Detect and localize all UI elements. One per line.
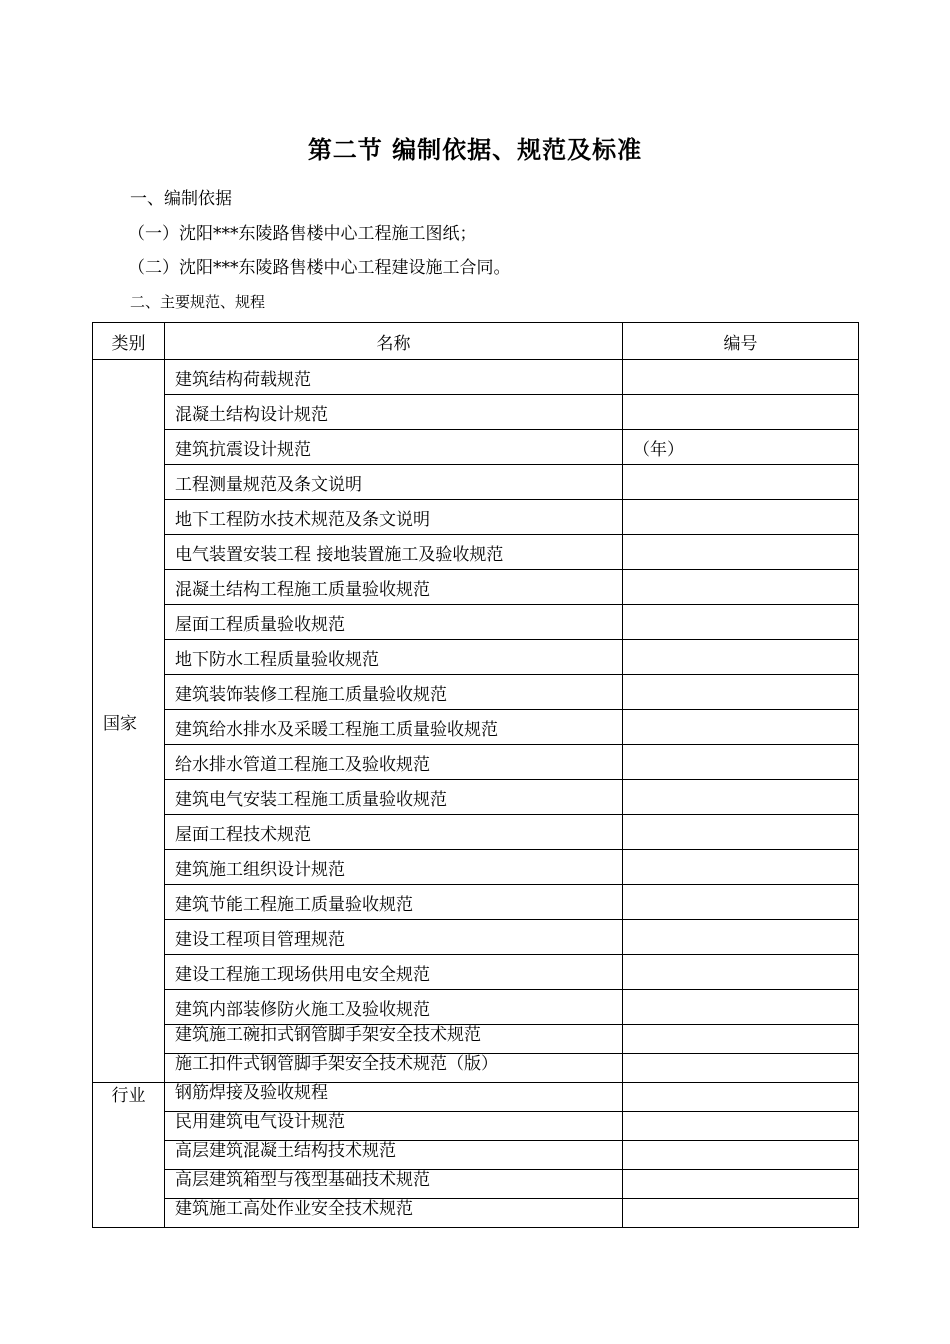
section2-heading: 二、主要规范、规程	[130, 293, 266, 311]
table-row	[93, 1112, 859, 1141]
table-row	[93, 1054, 859, 1083]
standard-code-cell	[623, 1112, 859, 1141]
standard-code-cell	[623, 990, 859, 1025]
table-row	[93, 990, 859, 1025]
category-cell: 国家	[93, 360, 165, 1083]
standard-code-cell	[623, 1083, 859, 1112]
standard-name-cell: 建设工程施工现场供用电安全规范	[165, 955, 623, 990]
table-row	[93, 745, 859, 780]
header-name: 名称	[165, 323, 623, 360]
standard-code-cell	[623, 1141, 859, 1170]
standard-code-cell	[623, 885, 859, 920]
table-row	[93, 885, 859, 920]
standard-name-cell: 建筑电气安装工程施工质量验收规范	[165, 780, 623, 815]
table-row	[93, 780, 859, 815]
table-row	[93, 605, 859, 640]
table-row	[93, 675, 859, 710]
table-row	[93, 465, 859, 500]
standard-name-cell: 施工扣件式钢管脚手架安全技术规范（版）	[165, 1054, 623, 1083]
table-row	[93, 640, 859, 675]
header-code: 编号	[623, 323, 859, 360]
category-cell: 行业	[93, 1083, 165, 1228]
table-row	[93, 500, 859, 535]
standard-name-cell: 混凝土结构工程施工质量验收规范	[165, 570, 623, 605]
standard-name-cell: 高层建筑箱型与筏型基础技术规范	[165, 1170, 623, 1199]
standard-name-cell: 屋面工程技术规范	[165, 815, 623, 850]
standard-code-cell	[623, 780, 859, 815]
table-row	[93, 430, 859, 465]
standard-code-cell	[623, 920, 859, 955]
standard-code-cell	[623, 605, 859, 640]
standard-name-cell: 工程测量规范及条文说明	[165, 465, 623, 500]
header-category: 类别	[93, 323, 165, 360]
page-title: 第二节 编制依据、规范及标准	[307, 135, 643, 164]
standard-code-cell	[623, 360, 859, 395]
table-row	[93, 1170, 859, 1199]
table-row	[93, 920, 859, 955]
standard-code-cell	[623, 465, 859, 500]
standard-code-cell	[623, 955, 859, 990]
section1-heading: 一、编制依据	[130, 189, 232, 209]
basis-item-2: （二）沈阳***东陵路售楼中心工程建设施工合同。	[128, 258, 511, 278]
standard-name-cell: 建筑给水排水及采暖工程施工质量验收规范	[165, 710, 623, 745]
table-row	[93, 1199, 859, 1228]
standards-table-body	[93, 323, 859, 1228]
standard-name-cell: 建筑施工组织设计规范	[165, 850, 623, 885]
standards-table	[92, 322, 859, 1228]
standard-name-cell: 地下防水工程质量验收规范	[165, 640, 623, 675]
standard-name-cell: 建筑内部装修防火施工及验收规范	[165, 990, 623, 1025]
standard-name-cell: 民用建筑电气设计规范	[165, 1112, 623, 1141]
standard-code-cell	[623, 710, 859, 745]
standard-name-cell: 高层建筑混凝土结构技术规范	[165, 1141, 623, 1170]
table-row	[93, 535, 859, 570]
table-row	[93, 1083, 859, 1112]
table-row	[93, 710, 859, 745]
table-row	[93, 360, 859, 395]
standard-code-cell: （年）	[623, 430, 859, 465]
standard-name-cell: 电气装置安装工程 接地装置施工及验收规范	[165, 535, 623, 570]
standard-code-cell	[623, 535, 859, 570]
table-row	[93, 570, 859, 605]
standard-code-cell	[623, 745, 859, 780]
standard-name-cell: 建筑节能工程施工质量验收规范	[165, 885, 623, 920]
standard-code-cell	[623, 1199, 859, 1228]
standard-code-cell	[623, 850, 859, 885]
table-row	[93, 1025, 859, 1054]
standard-code-cell	[623, 570, 859, 605]
table-row	[93, 955, 859, 990]
standard-name-cell: 建筑抗震设计规范	[165, 430, 623, 465]
standard-name-cell: 建筑施工碗扣式钢管脚手架安全技术规范	[165, 1025, 623, 1054]
standard-name-cell: 建筑结构荷载规范	[165, 360, 623, 395]
standard-code-cell	[623, 640, 859, 675]
standard-name-cell: 建筑装饰装修工程施工质量验收规范	[165, 675, 623, 710]
table-row	[93, 850, 859, 885]
table-row	[93, 1141, 859, 1170]
standard-code-cell	[623, 1054, 859, 1083]
standard-name-cell: 屋面工程质量验收规范	[165, 605, 623, 640]
table-header-row	[93, 323, 859, 360]
standard-code-cell	[623, 395, 859, 430]
standard-code-cell	[623, 675, 859, 710]
standard-code-cell	[623, 1170, 859, 1199]
basis-item-1: （一）沈阳***东陵路售楼中心工程施工图纸；	[128, 224, 477, 244]
standard-name-cell: 钢筋焊接及验收规程	[165, 1083, 623, 1112]
table-row	[93, 395, 859, 430]
table-row	[93, 815, 859, 850]
standard-name-cell: 给水排水管道工程施工及验收规范	[165, 745, 623, 780]
standard-name-cell: 混凝土结构设计规范	[165, 395, 623, 430]
standard-name-cell: 地下工程防水技术规范及条文说明	[165, 500, 623, 535]
standard-name-cell: 建筑施工高处作业安全技术规范	[165, 1199, 623, 1228]
standard-code-cell	[623, 815, 859, 850]
standard-name-cell: 建设工程项目管理规范	[165, 920, 623, 955]
standard-code-cell	[623, 1025, 859, 1054]
standard-code-cell	[623, 500, 859, 535]
